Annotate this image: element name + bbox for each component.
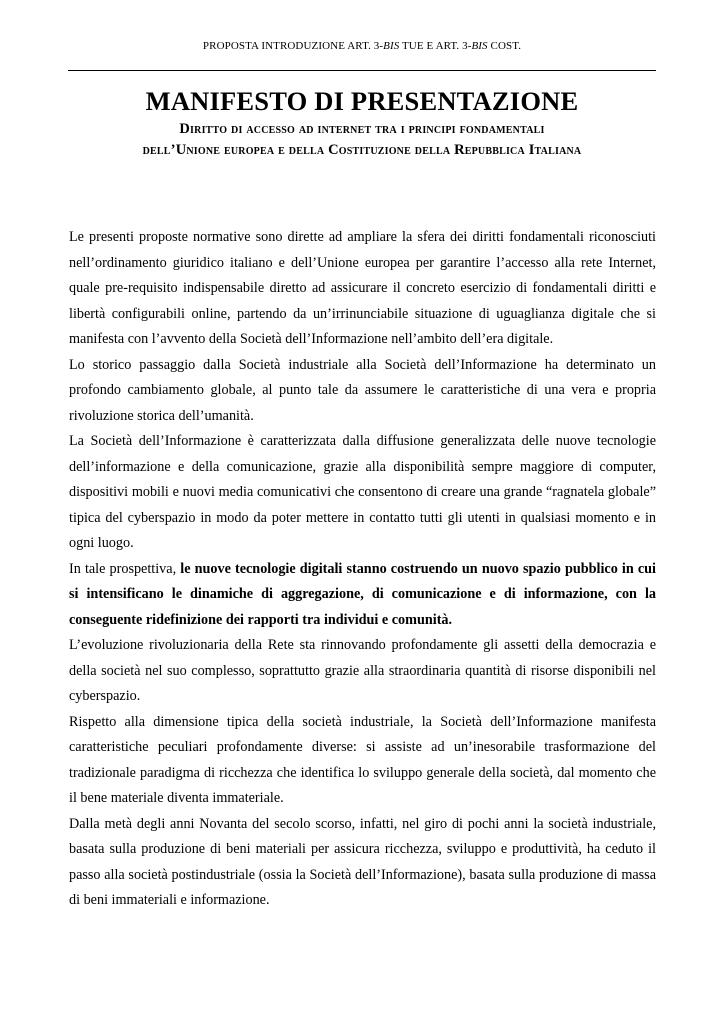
subtitle-line-1: Diritto di accesso ad internet tra i principi fondamentali: [179, 121, 545, 137]
page-title: MANIFESTO DI PRESENTAZIONE: [145, 86, 579, 116]
body-text: [69, 225, 656, 914]
paragraph-1: Le presenti proposte normative sono dirette ad ampliare la sfera dei diritti fondamentali riconosciuti nell’ordinamento giuridico italiano e dell’Unione europea per garantire l’accesso alla rete Internet, quale pre-requisito indispensabile diretto ad assicurare il concreto esercizio di fondamentali diritti e libertà configurabili online, partendo da un’irrinunciabile situazione di uguaglianza digitale che si manifesta con l’avvento della Società dell’Informazione nell’ambito dell’era digitale.: [69, 229, 656, 347]
running-header-italic-2: BIS: [471, 40, 488, 52]
running-header-text-1: PROPOSTA INTRODUZIONE ART. 3-: [202, 40, 384, 52]
paragraph-5: L’evoluzione rivoluzionaria della Rete sta rinnovando profondamente gli assetti della democrazia e della società nel suo complesso, soprattutto grazie alla straordinaria quantità di risorse disponibili nel cyberspazio.: [69, 637, 656, 704]
header-rule: [68, 70, 656, 71]
subtitle-line-2: dell’Unione europea e della Costituzione della Repubblica Italiana: [142, 142, 582, 158]
paragraph-6: Rispetto alla dimensione tipica della società industriale, la Società dell’Informazione manifesta caratteristiche peculiari profondamente diverse: si assiste ad un’inesorabile trasformazione del tradizionale paradigma di ricchezza che identifica lo sviluppo generale della società, dal momento che il bene materiale diventa immateriale.: [69, 713, 656, 806]
paragraph-4-bold: le nuove tecnologie digitali stanno costruendo un nuovo spazio pubblico in cui si intensificano le dinamiche di aggregazione, di comunicazione e di informazione, con la conseguente ridefinizione dei rapporti tra individui e comunità.: [69, 560, 656, 628]
running-header-italic-1: BIS: [383, 40, 400, 52]
running-header-text-3: COST.: [487, 40, 522, 52]
running-header-text-2: TUE E ART. 3-: [399, 40, 472, 52]
paragraph-2: Lo storico passaggio dalla Società industriale alla Società dell’Informazione ha determinato un profondo cambiamento globale, al punto tale da assumere le caratteristiche di una vera e propria rivoluzione storica dell’umanità.: [69, 356, 656, 424]
paragraph-3: La Società dell’Informazione è caratterizzata dalla diffusione generalizzata delle nuove tecnologie dell’informazione e della comunicazione, grazie alla disponibilità sempre maggiore di computer, dispositivi mobili e nuovi media comunicativi che consentono di creare una grande “ragnatela globale” tipica del cyberspazio in modo da poter mettere in contatto tutti gli utenti in qualsiasi momento e in ogni luogo.: [69, 433, 656, 551]
running-header: [0, 40, 724, 52]
paragraph-4-plain: In tale prospettiva,: [69, 560, 181, 577]
paragraph-7: Dalla metà degli anni Novanta del secolo scorso, infatti, nel giro di pochi anni la società industriale, basata sulla produzione di beni materiali per assicura ricchezza, sviluppo e produttività, ha ceduto il passo alla società postindustriale (ossia la Società dell’Informazione), basata sulla produzione di massa di beni immateriali e informazione.: [69, 815, 656, 908]
paragraph-4: [69, 557, 656, 634]
